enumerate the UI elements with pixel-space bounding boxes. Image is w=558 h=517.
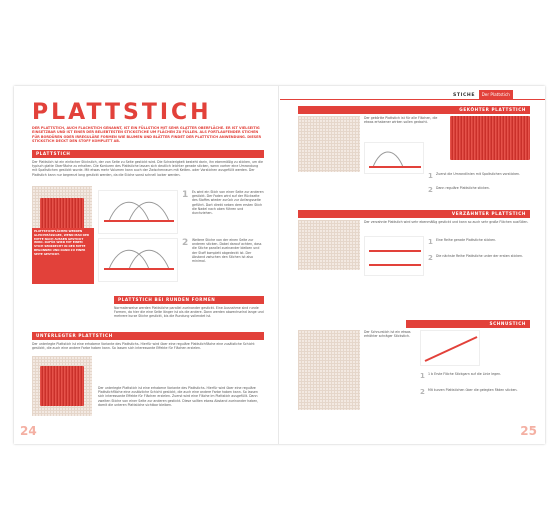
diagram-step1	[98, 190, 178, 234]
left-page	[14, 86, 279, 444]
step-number-1: 1	[420, 372, 425, 380]
sec1-step1: Zuerst die Umrandlinien mit Spaltstichen vorsticken.	[436, 172, 521, 176]
fabric-sample-2	[32, 356, 92, 416]
step-number-1: 1	[428, 238, 433, 246]
needle-diagram	[99, 191, 179, 235]
section-bar-plattstich: PLATTSTICH	[32, 150, 264, 158]
page-title: PLATTSTICH	[32, 100, 212, 125]
section2-text: Normalerweise werden Plattstiche parallel zueinander gestickt. Eine Ausnahme sind runde Formen, da hier die eine Seite länger ist als die andere. Dann werden abwechselnd lange und mehrere kurze Stiche gestickt, bis die Rundung vollendet ist.	[114, 306, 264, 319]
needle-diagram	[99, 239, 179, 283]
sec3-step2: Mit kurzen Plattstichen über die gelegten Fäden sticken.	[428, 388, 518, 392]
stitch-sample-3	[450, 116, 530, 160]
sec2-step1: Eine Reihe gerade Plattstiche sticken.	[436, 238, 497, 242]
step1-text: Es wird ein Stich von einer Seite zur anderen gestickt. Der Faden wird auf der Rückseite des Stoffes wieder zurück zur Anfangsseite geführt. Dort direkt neben dem ersten Stich die Nadel nach oben führen und durchziehen.	[192, 190, 264, 216]
diagram-sec3	[420, 330, 480, 366]
chapter-label: STICHE	[453, 93, 476, 98]
needle-diagram	[365, 237, 425, 277]
needle-diagram	[365, 143, 425, 175]
step-number-1: 1	[182, 190, 189, 200]
section-bar-verzahnt: VERZÄHNTER PLATTSTICH	[298, 210, 530, 218]
header-rule	[280, 99, 545, 100]
diagram-sec2	[364, 236, 424, 276]
fabric-sample-3	[298, 116, 360, 172]
stitch-sample	[40, 366, 84, 406]
fabric-sample-5	[298, 330, 360, 410]
section-bar-underlaid: UNTERLEGTER PLATTSTICH	[32, 332, 264, 340]
intro-text: DER PLATTSTICH, AUCH FLACHSTICH GENANNT, IST EIN FÜLLSTICH MIT SEHR GLATTER OBERFLÄCHE. ER IST VIELSEITIG EINSETZBAR UND IST EINER DER BELIEBTESTEN STICKSTICHE UM FLÄCHEN ZU FÜLLEN. ALS FORTLAUFENDER STICHEN FÜR BORDÜREN ODER IRREGULÄRE FORMEN WIE BLUMEN UND BLÄTTER FINDET DER PLATTSTICH ANWENDUNG. DIESER STICKSTICH DECKT DEN STOFF KOMPLETT AB.	[32, 126, 262, 144]
step-number-2: 2	[428, 186, 433, 194]
fabric-sample-4	[298, 220, 360, 270]
sec3-step1: 1 b Erste Fläche Stickgarn auf die Linie legen.	[428, 372, 502, 376]
section1-text: Der Plattstich ist ein einfacher Stickstich, der von Seite zu Seite gestickt wird. Die Schwierigkeit besteht darin, ihn ebenmäßig zu sticken, um die typisch glatte Oberfläche zu erhalten. Die Konturen des Plattstiche lassen sich deutlich leichter gerade sticken, wenn vorher eine Umrandung mit Spaltstichen gestickt wurde. Mit etwas mehr Volumen kann auch der Zwischenraum mit Ketten- oder Vorstichen ausgefüllt werden. Der Plattstich kann nur begrenzt lang gestickt werden, da die Stiche sonst schnell locker werden.	[32, 160, 264, 177]
step-number-2: 2	[420, 388, 425, 396]
sec1-step2: Dann reguläre Plattstiche sticken.	[436, 186, 490, 190]
page-number-right: 25	[520, 424, 537, 438]
diagram-sec1	[364, 142, 424, 174]
needle-diagram	[421, 331, 481, 367]
step2-text: Weitere Stiche von der einen Seite zur anderen sticken. Dabei darauf achten, dass die Stiche parallel zueinander bleiben und der Stoff komplett abgedeckt ist. Der Abstand zwischen den Stichen ist also minimal.	[192, 238, 262, 264]
section-bar-schnurstich: SCHNUSTICH	[406, 320, 530, 328]
bottom-text: Der unterlegte Plattstich ist eine erhabene Variante des Plattstichs. Hierfür wird über eine reguläre Plattstichfläche eine zusätzliche Schicht gestickt, die auch eine andere Farbe haben kann. So lassen sich interessante Effekte für Flächen erzielen. Zuerst wird eine Fläche im Plattstich ausgefüllt. Dann zweiten Stiche von einer Seite zur anderen gestickt. Diese sollten etwas Abstand zueinander haben, damit die unteren Plattstiche sichtbar bleiben.	[98, 386, 259, 407]
section-label: Der Plattstich	[479, 90, 513, 99]
page-number-left: 24	[20, 424, 37, 438]
step-number-2: 2	[428, 254, 433, 262]
step-number-1: 1	[428, 172, 433, 180]
tip-box: PLATTSTICHFLÄCHEN WERDEN GLEICHMÄSSIGER, WENN MAN DER MITTE NACH AUSSEN GESTICKT WIRD. DAFÜR WIRD MIT EINEM STICH SENKRECHT IN DER MITTE BEGONNEN UND DANN ZU EINER SEITE GESTICKT.	[32, 228, 94, 284]
right-page	[280, 86, 545, 444]
section3-text: Der unterlegte Plattstich ist eine erhabene Variante des Plattstichs. Hierfür wird über eine reguläre Plattstichfläche eine zusätzliche Schicht gestickt, die auch eine andere Farbe haben kann. So lassen sich interessante Effekte für Flächen erzielen.	[32, 342, 255, 351]
running-header	[449, 90, 545, 99]
sec1-text: Der gekörtte Plattstich ist für alle Flächen, die etwas erhabener wirken sollen gedacht.	[364, 116, 438, 125]
sec2-step2: Die nächste Reihe Plattstiche unter der ersten sticken.	[436, 254, 523, 258]
sec3-text: Der Schnurstich ist ein etwas erhöhter schräger Stickstich.	[364, 330, 411, 339]
section-bar-round-shapes: PLATTSTICH BEI RUNDEN FORMEN	[114, 296, 264, 304]
step-number-2: 2	[182, 238, 189, 248]
diagram-step2	[98, 238, 178, 282]
book-spread	[14, 86, 545, 444]
section-bar-gekoerter: GEKÖHTER PLATTSTICH	[298, 106, 530, 114]
sec2-text: Der verzahnte Plattstich wird sehr ebenmäßig gestickt und kann so auch sehr große Flächen ausfüllen.	[364, 220, 529, 224]
